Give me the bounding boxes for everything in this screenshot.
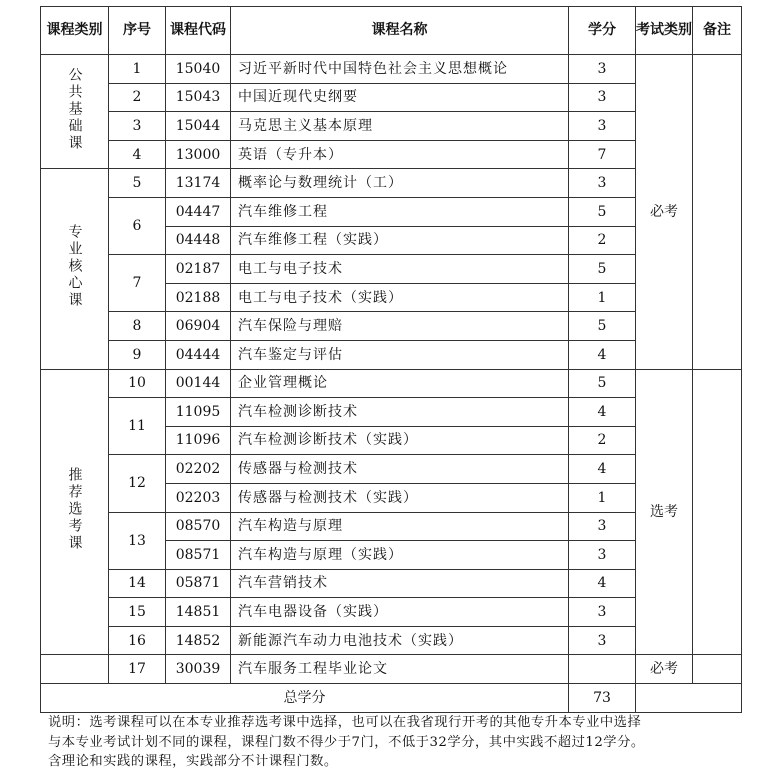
credit-cell: 4 — [569, 398, 636, 427]
name-cell: 汽车保险与理赔 — [231, 312, 569, 341]
name-cell: 习近平新时代中国特色社会主义思想概论 — [231, 55, 569, 84]
seq-cell: 16 — [109, 626, 166, 655]
footnote-line: 说明：选考课程可以在本专业推荐选考课中选择，也可以在我省现行开考的其他专升本专业中选择 — [48, 715, 642, 730]
name-cell: 汽车检测诊断技术 — [231, 398, 569, 427]
code-cell: 00144 — [166, 369, 231, 398]
credit-cell: 3 — [569, 83, 636, 112]
code-cell: 13000 — [166, 140, 231, 169]
name-cell: 电工与电子技术 — [231, 255, 569, 284]
header-category: 课程类别 — [41, 7, 109, 55]
credit-cell: 3 — [569, 626, 636, 655]
category-cell-empty — [41, 655, 109, 684]
seq-cell: 4 — [109, 140, 166, 169]
code-cell: 11095 — [166, 398, 231, 427]
seq-cell: 12 — [109, 455, 166, 512]
remark-cell — [693, 55, 742, 370]
name-cell: 概率论与数理统计（工） — [231, 169, 569, 198]
name-cell: 中国近现代史纲要 — [231, 83, 569, 112]
footnote-line: 含理论和实践的课程，实践部分不计课程门数。 — [48, 754, 338, 769]
exam-type-required: 必考 — [636, 55, 693, 370]
seq-cell: 15 — [109, 598, 166, 627]
seq-cell: 2 — [109, 83, 166, 112]
code-cell: 04444 — [166, 340, 231, 369]
name-cell: 汽车维修工程（实践） — [231, 226, 569, 255]
total-value: 73 — [569, 684, 636, 713]
credit-cell: 4 — [569, 569, 636, 598]
name-cell: 马克思主义基本原理 — [231, 112, 569, 141]
seq-cell: 10 — [109, 369, 166, 398]
seq-cell: 1 — [109, 55, 166, 84]
seq-cell: 3 — [109, 112, 166, 141]
table-row — [41, 655, 742, 684]
table-row — [41, 369, 742, 398]
credit-cell: 5 — [569, 255, 636, 284]
credit-cell: 3 — [569, 512, 636, 541]
name-cell: 传感器与检测技术（实践） — [231, 483, 569, 512]
header-remark: 备注 — [693, 7, 742, 55]
seq-cell: 13 — [109, 512, 166, 569]
code-cell: 11096 — [166, 426, 231, 455]
code-cell: 15040 — [166, 55, 231, 84]
code-cell: 14851 — [166, 598, 231, 627]
name-cell: 汽车服务工程毕业论文 — [231, 655, 569, 684]
credit-cell: 3 — [569, 541, 636, 570]
table-row — [41, 55, 742, 84]
header-seq: 序号 — [109, 7, 166, 55]
name-cell: 英语（专升本） — [231, 140, 569, 169]
credit-cell: 2 — [569, 226, 636, 255]
name-cell: 汽车电器设备（实践） — [231, 598, 569, 627]
seq-cell: 6 — [109, 197, 166, 254]
credit-cell: 5 — [569, 197, 636, 226]
credit-cell: 3 — [569, 169, 636, 198]
code-cell: 13174 — [166, 169, 231, 198]
group-public: 公共基础课 — [41, 55, 109, 169]
name-cell: 汽车鉴定与评估 — [231, 340, 569, 369]
name-cell: 汽车构造与原理（实践） — [231, 541, 569, 570]
name-cell: 汽车构造与原理 — [231, 512, 569, 541]
credit-cell: 5 — [569, 369, 636, 398]
credit-cell: 1 — [569, 483, 636, 512]
code-cell: 06904 — [166, 312, 231, 341]
code-cell: 30039 — [166, 655, 231, 684]
credit-cell: 1 — [569, 283, 636, 312]
credit-cell: 3 — [569, 55, 636, 84]
exam-type-elective: 选考 — [636, 369, 693, 655]
code-cell: 15043 — [166, 83, 231, 112]
footnote-line: 与本专业考试计划不同的课程，课程门数不得少于7门，不低于32学分，其中实践不超过12学分。 — [48, 734, 645, 750]
name-cell: 新能源汽车动力电池技术（实践） — [231, 626, 569, 655]
seq-cell: 14 — [109, 569, 166, 598]
credit-cell: 4 — [569, 455, 636, 484]
footnote — [48, 713, 770, 772]
name-cell: 汽车检测诊断技术（实践） — [231, 426, 569, 455]
code-cell: 02202 — [166, 455, 231, 484]
seq-cell: 11 — [109, 398, 166, 455]
code-cell: 08570 — [166, 512, 231, 541]
total-empty-cell — [636, 684, 742, 713]
credit-cell: 2 — [569, 426, 636, 455]
name-cell: 电工与电子技术（实践） — [231, 283, 569, 312]
header-credit: 学分 — [569, 7, 636, 55]
seq-cell: 7 — [109, 255, 166, 312]
seq-cell: 9 — [109, 340, 166, 369]
code-cell: 05871 — [166, 569, 231, 598]
table-header-row — [41, 7, 742, 55]
seq-cell: 5 — [109, 169, 166, 198]
group-elective: 推荐选考课 — [41, 369, 109, 655]
credit-cell: 3 — [569, 112, 636, 141]
header-name: 课程名称 — [231, 7, 569, 55]
exam-type-thesis: 必考 — [636, 655, 693, 684]
seq-cell: 17 — [109, 655, 166, 684]
header-code: 课程代码 — [166, 7, 231, 55]
credit-cell: 4 — [569, 340, 636, 369]
header-exam-type: 考试类别 — [636, 7, 693, 55]
name-cell: 传感器与检测技术 — [231, 455, 569, 484]
seq-cell: 8 — [109, 312, 166, 341]
total-label: 总学分 — [41, 684, 569, 713]
code-cell: 04448 — [166, 226, 231, 255]
remark-cell — [693, 369, 742, 655]
credit-cell: 5 — [569, 312, 636, 341]
name-cell: 汽车维修工程 — [231, 197, 569, 226]
name-cell: 汽车营销技术 — [231, 569, 569, 598]
course-table-sheet — [40, 6, 741, 713]
code-cell: 02188 — [166, 283, 231, 312]
credit-cell: 7 — [569, 140, 636, 169]
code-cell: 02203 — [166, 483, 231, 512]
course-plan-table — [40, 6, 742, 713]
code-cell: 08571 — [166, 541, 231, 570]
code-cell: 02187 — [166, 255, 231, 284]
remark-cell — [693, 655, 742, 684]
credit-cell — [569, 655, 636, 684]
code-cell: 04447 — [166, 197, 231, 226]
code-cell: 14852 — [166, 626, 231, 655]
credit-cell: 3 — [569, 598, 636, 627]
code-cell: 15044 — [166, 112, 231, 141]
group-core: 专业核心课 — [41, 169, 109, 369]
name-cell: 企业管理概论 — [231, 369, 569, 398]
total-row — [41, 684, 742, 713]
